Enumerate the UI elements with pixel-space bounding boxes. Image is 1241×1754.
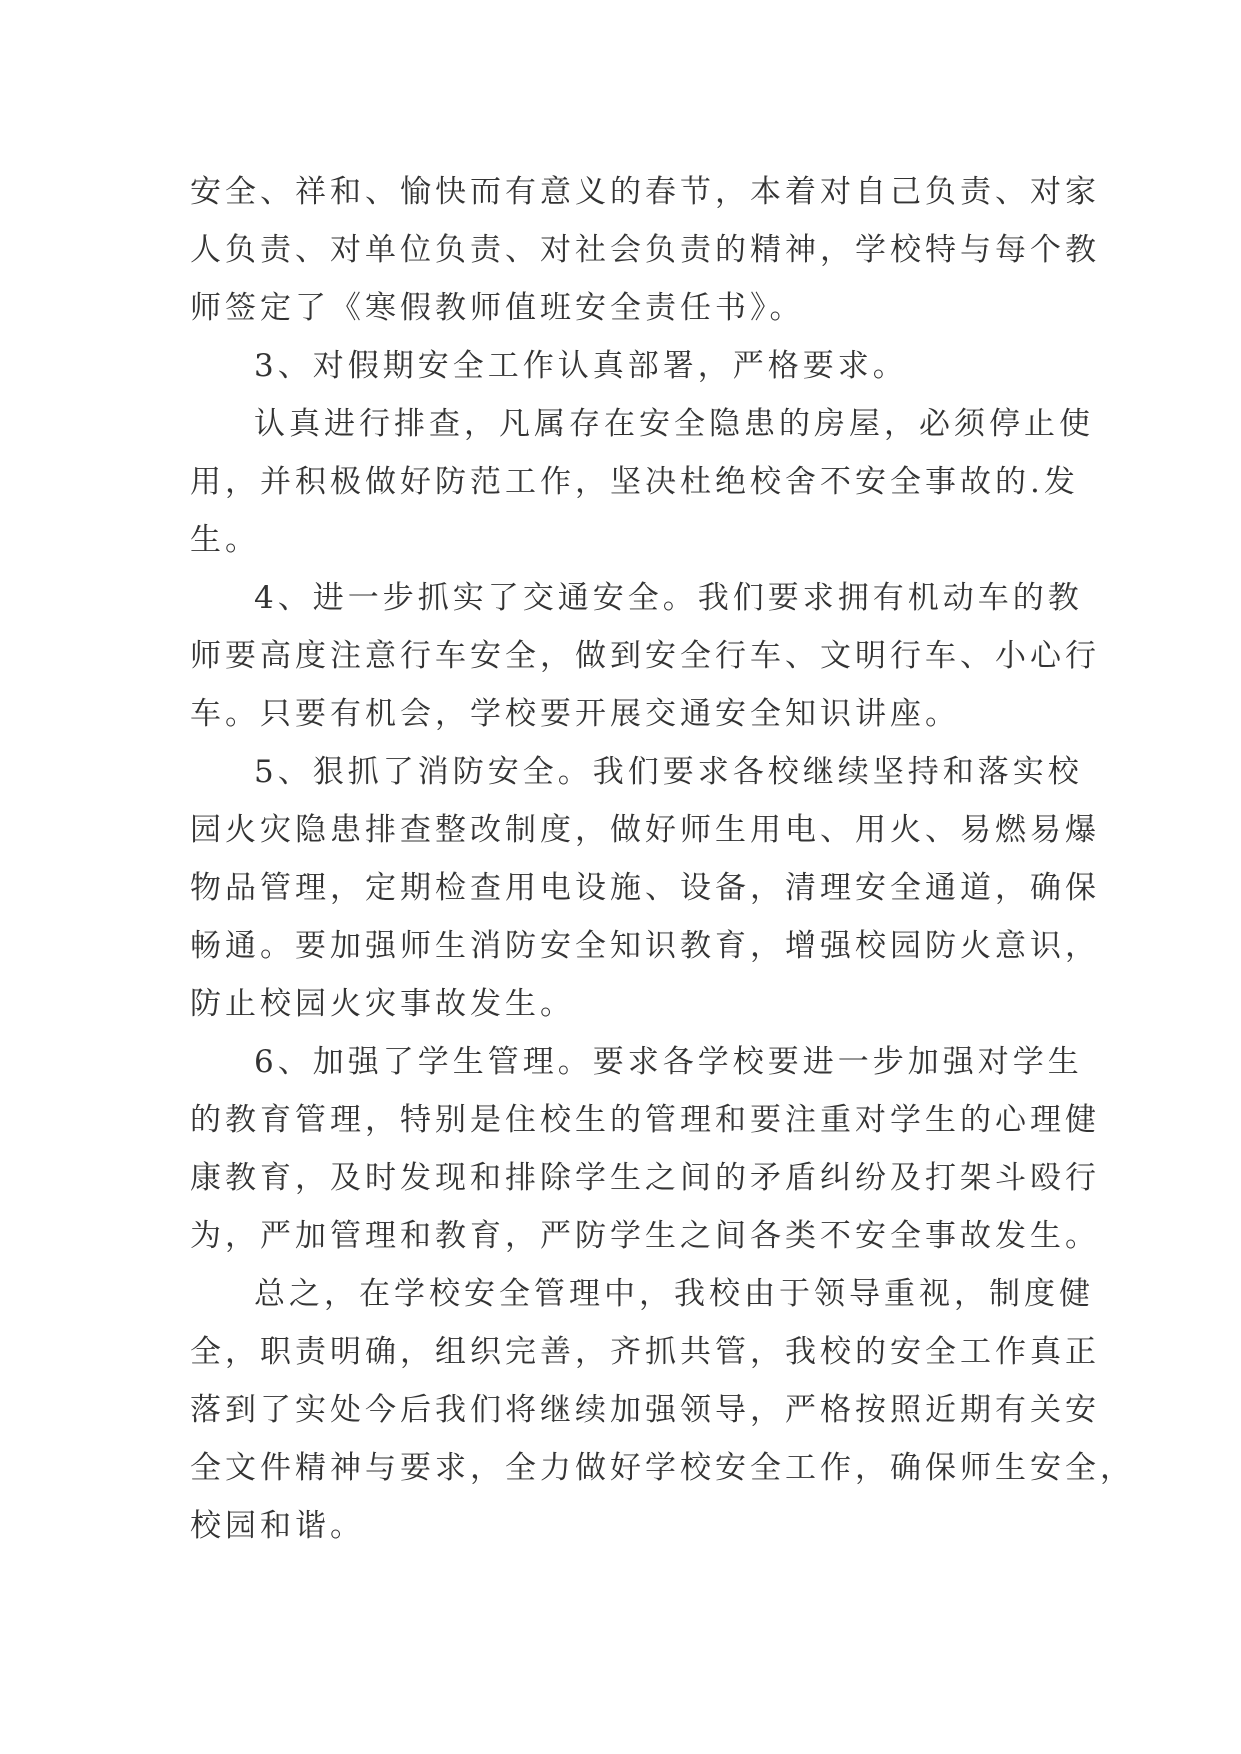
text-line: 师要高度注意行车安全，做到安全行车、文明行车、小心行 [190,638,1100,674]
paragraph-first-line: 4、进一步抓实了交通安全。我们要求拥有机动车的教 [254,580,1083,616]
document-body [190,163,1135,1555]
text-line: 园火灾隐患排查整改制度，做好师生用电、用火、易燃易爆 [190,812,1100,848]
text-line: 师签定了《寒假教师值班安全责任书》。 [190,290,805,326]
text-line: 校园和谐。 [190,1508,365,1544]
text-line: 落到了实处今后我们将继续加强领导，严格按照近期有关安 [190,1392,1100,1428]
text-line: 康教育，及时发现和排除学生之间的矛盾纠纷及打架斗殴行 [190,1160,1100,1196]
text-line: 的教育管理，特别是住校生的管理和要注重对学生的心理健 [190,1102,1100,1138]
paragraph-first-line: 总之，在学校安全管理中，我校由于领导重视，制度健 [254,1276,1094,1312]
text-line: 用，并积极做好防范工作，坚决杜绝校舍不安全事故的.发 [190,464,1079,500]
text-line: 全，职责明确，组织完善，齐抓共管，我校的安全工作真正 [190,1334,1100,1370]
text-line: 全文件精神与要求，全力做好学校安全工作，确保师生安全， [190,1450,1135,1486]
text-line: 车。只要有机会，学校要开展交通安全知识讲座。 [190,696,960,732]
text-line: 为，严加管理和教育，严防学生之间各类不安全事故发生。 [190,1218,1100,1254]
text-line: 安全、祥和、愉快而有意义的春节，本着对自己负责、对家 [190,174,1100,210]
text-line: 物品管理，定期检查用电设施、设备，清理安全通道，确保 [190,870,1100,906]
paragraph-first-line: 认真进行排查，凡属存在安全隐患的房屋，必须停止使 [254,406,1094,442]
text-line: 防止校园火灾事故发生。 [190,986,575,1022]
paragraph-first-line: 6、加强了学生管理。要求各学校要进一步加强对学生 [254,1044,1083,1080]
text-line: 人负责、对单位负责、对社会负责的精神，学校特与每个教 [190,232,1100,268]
text-line: 生。 [190,522,260,558]
text-line: 畅通。要加强师生消防安全知识教育，增强校园防火意识， [190,928,1100,964]
paragraph-first-line: 5、狠抓了消防安全。我们要求各校继续坚持和落实校 [254,754,1083,790]
paragraph-first-line: 3、对假期安全工作认真部署，严格要求。 [254,348,908,384]
